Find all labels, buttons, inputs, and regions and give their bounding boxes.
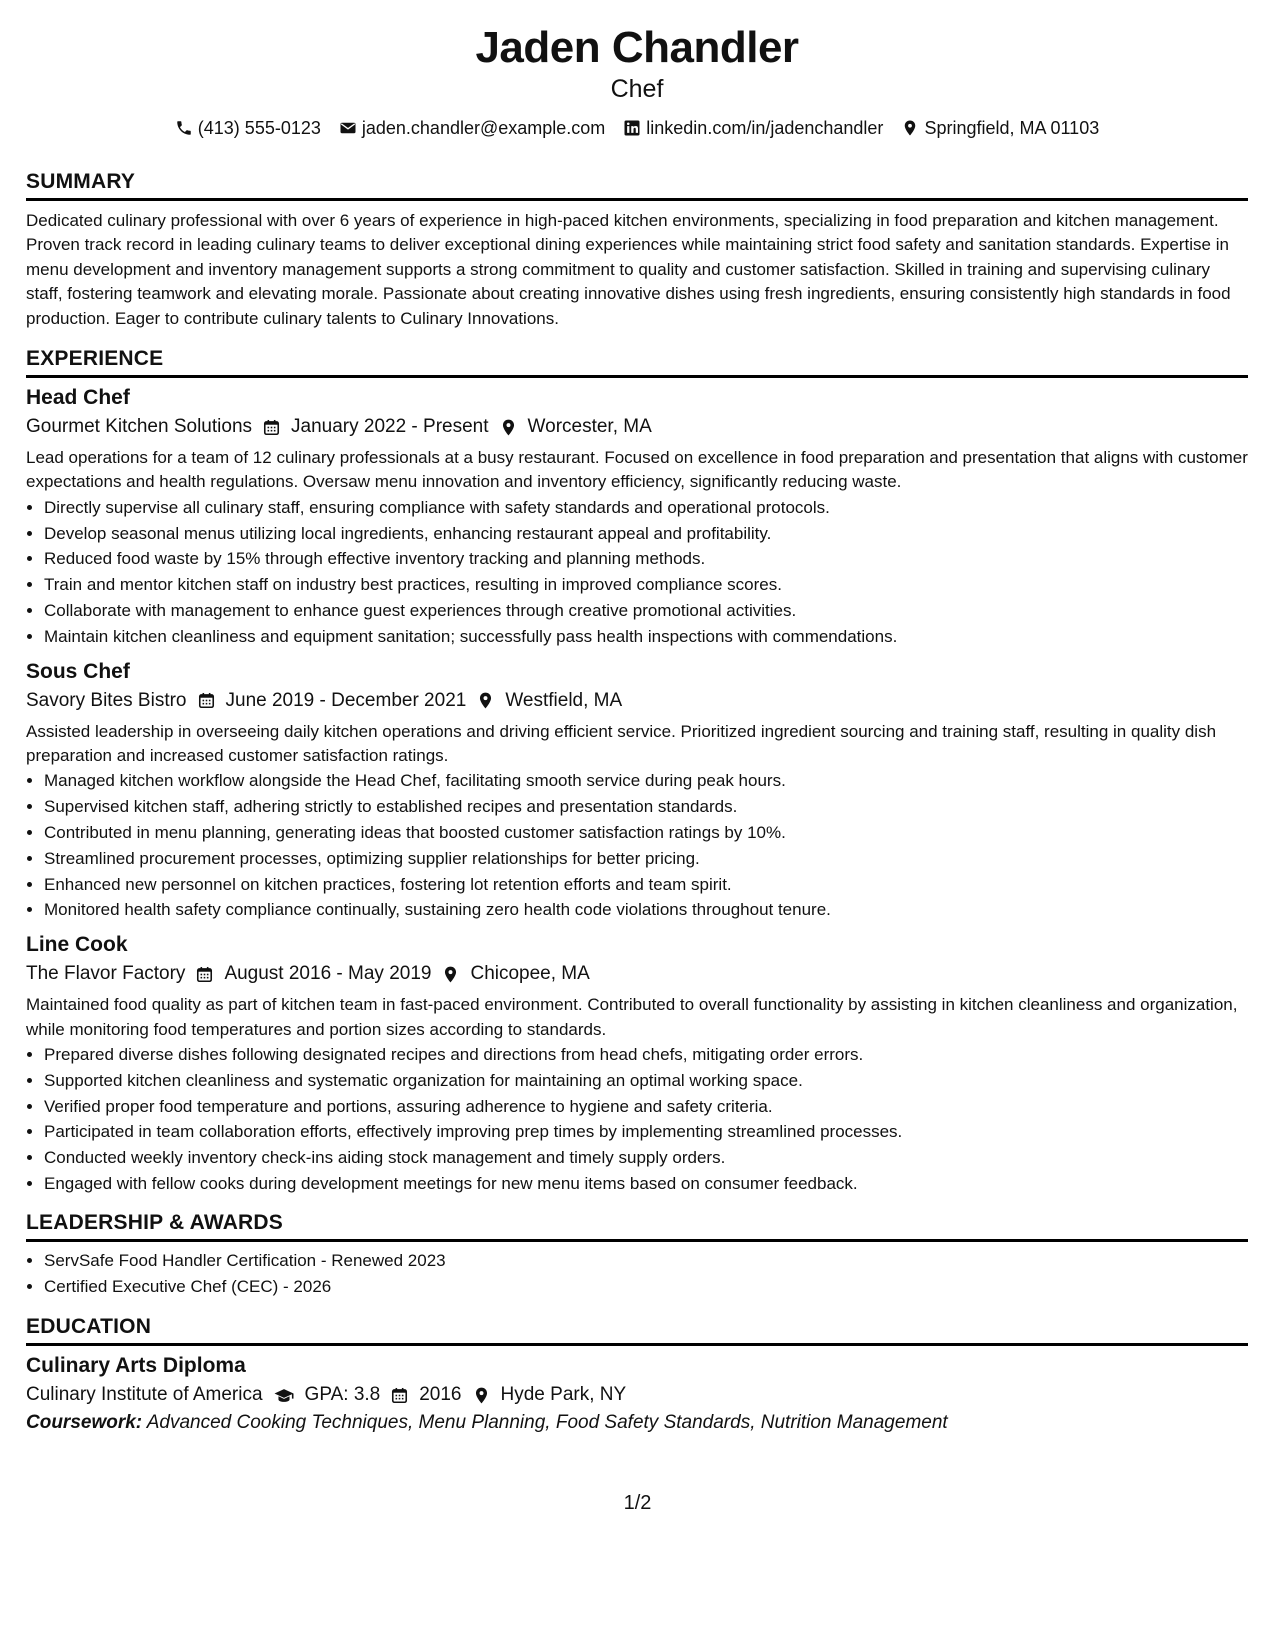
location-text: Springfield, MA 01103 <box>924 118 1100 138</box>
job-meta <box>26 414 1248 440</box>
list-item: • Collaborate with management to enhance guest experiences through creative promotional activities. <box>44 598 1248 624</box>
list-item: • Monitored health safety compliance continually, sustaining zero health code violations throughout tenure. <box>44 897 1248 923</box>
job-entry <box>26 658 1248 924</box>
job-meta <box>26 961 1248 987</box>
job-company: The Flavor Factory <box>26 963 186 985</box>
job-dates <box>195 961 431 987</box>
gpa-text: GPA: 3.8 <box>304 1384 381 1406</box>
list-item: • Engaged with fellow cooks during development meetings for new menu items based on consumer feedback. <box>44 1171 1248 1197</box>
list-item: • Prepared diverse dishes following designated recipes and directions from head chefs, mitigating order errors. <box>44 1042 1248 1068</box>
list-item: • Supported kitchen cleanliness and systematic organization for maintaining an optimal working space. <box>44 1068 1248 1094</box>
job-entry <box>26 931 1248 1197</box>
coursework-label: Coursework: <box>26 1412 143 1434</box>
job-company: Gourmet Kitchen Solutions <box>26 416 253 438</box>
leadership-list <box>26 1248 1248 1300</box>
job-company: Savory Bites Bistro <box>26 689 187 711</box>
list-item: • Contributed in menu planning, generating ideas that boosted customer satisfaction ratings by 10%. <box>44 820 1248 846</box>
resume-header <box>26 22 1248 140</box>
leadership-heading: LEADERSHIP & AWARDS <box>26 1209 1248 1242</box>
list-item: • Participated in team collaboration efforts, effectively improving prep times by implementing streamlined processes. <box>44 1119 1248 1145</box>
education-location <box>472 1382 627 1408</box>
calendar-icon <box>195 965 214 984</box>
contact-email[interactable] <box>339 116 605 140</box>
job-dates-text: August 2016 - May 2019 <box>224 963 432 985</box>
job-location <box>476 688 622 714</box>
job-location <box>441 961 589 987</box>
summary-heading: SUMMARY <box>26 168 1248 201</box>
linkedin-link[interactable]: linkedin.com/in/jadenchandler <box>646 118 884 138</box>
experience-section <box>26 345 1248 1197</box>
job-bullets <box>26 768 1248 923</box>
page-number: 1/2 <box>623 1492 652 1514</box>
list-item: • Supervised kitchen staff, adhering strictly to established recipes and presentation standards. <box>44 794 1248 820</box>
job-meta <box>26 688 1248 714</box>
calendar-icon <box>262 418 281 437</box>
calendar-icon <box>390 1386 409 1405</box>
job-title: Sous Chef <box>26 659 130 683</box>
list-item: • Enhanced new personnel on kitchen practices, fostering lot retention efforts and team spirit. <box>44 872 1248 898</box>
contact-linkedin[interactable] <box>623 116 883 140</box>
job-description: Assisted leadership in overseeing daily kitchen operations and driving efficient service. Prioritized ingredient sourcing and training staff, resulting in quality dish preparation and increased customer satisfaction ratings. <box>26 721 1217 766</box>
map-pin-icon <box>901 119 919 137</box>
coursework-line <box>26 1410 1248 1436</box>
calendar-icon <box>197 691 216 710</box>
contact-phone <box>175 116 321 140</box>
list-item: • Conducted weekly inventory check-ins aiding stock management and timely supply orders. <box>44 1145 1248 1171</box>
list-item: • Managed kitchen workflow alongside the Head Chef, facilitating smooth service during peak hours. <box>44 768 1248 794</box>
job-bullets <box>26 495 1248 650</box>
linkedin-icon <box>623 119 641 137</box>
job-location-text: Westfield, MA <box>505 689 623 711</box>
graduation-cap-icon <box>273 1386 295 1405</box>
education-section <box>26 1313 1248 1436</box>
job-title: Line Cook <box>26 933 128 957</box>
job-location-text: Worcester, MA <box>527 416 652 438</box>
list-item: • Train and mentor kitchen staff on industry best practices, resulting in improved compliance scores. <box>44 572 1248 598</box>
job-dates-text: June 2019 - December 2021 <box>225 689 467 711</box>
contact-location <box>901 116 1099 140</box>
job-description: Maintained food quality as part of kitchen team in fast-paced environment. Contributed to overall functionality by assisting in kitchen cleanliness and organization, while monitoring food temperatures and portion sizes according to standards. <box>26 995 1238 1039</box>
list-item: • Develop seasonal menus utilizing local ingredients, enhancing restaurant appeal and profitability. <box>44 521 1248 547</box>
map-pin-icon <box>472 1386 491 1405</box>
job-dates <box>262 414 489 440</box>
job-location-text: Chicopee, MA <box>470 963 590 985</box>
job-title: Head Chef <box>26 386 130 410</box>
map-pin-icon <box>476 691 495 710</box>
year-text: 2016 <box>419 1384 462 1406</box>
candidate-name: Jaden Chandler <box>475 23 799 72</box>
contact-bar <box>26 116 1248 140</box>
summary-section <box>26 168 1248 331</box>
summary-text: Dedicated culinary professional with over 6 years of experience in high-paced kitchen environments, specializing in food preparation and kitchen management. Proven track record in leading culinary teams to deliver exceptional dining experiences while maintaining strict food safety and sanitation standards. Expertise in menu development and inventory management supports a strong commitment to quality and customer satisfaction. Skilled in training and supervising culinary staff, fostering teamwork and elevating morale. Passionate about creating innovative dishes using fresh ingredients, ensuring consistently high standards in food production. Eager to contribute culinary talents to Culinary Innovations. <box>26 211 1231 328</box>
list-item: • ServSafe Food Handler Certification - Renewed 2023 <box>44 1248 1248 1274</box>
job-entry <box>26 384 1248 650</box>
list-item: • Verified proper food temperature and portions, assuring adherence to hygiene and safety criteria. <box>44 1094 1248 1120</box>
list-item: • Reduced food waste by 15% through effective inventory tracking and planning methods. <box>44 546 1248 572</box>
phone-icon <box>175 119 193 137</box>
list-item: • Certified Executive Chef (CEC) - 2026 <box>44 1274 1248 1300</box>
coursework-text: Advanced Cooking Techniques, Menu Planning, Food Safety Standards, Nutrition Management <box>146 1412 948 1434</box>
education-meta <box>26 1382 1248 1408</box>
leadership-section <box>26 1209 1248 1300</box>
education-location-text: Hyde Park, NY <box>500 1384 627 1406</box>
education-year <box>390 1382 461 1408</box>
map-pin-icon <box>441 965 460 984</box>
list-item: • Streamlined procurement processes, optimizing supplier relationships for better pricing. <box>44 846 1248 872</box>
envelope-icon <box>339 119 357 137</box>
list-item: • Directly supervise all culinary staff, ensuring compliance with safety standards and operational protocols. <box>44 495 1248 521</box>
school-name: Culinary Institute of America <box>26 1384 263 1406</box>
job-dates-text: January 2022 - Present <box>291 416 489 438</box>
email-link[interactable]: jaden.chandler@example.com <box>361 118 606 138</box>
candidate-role: Chef <box>610 75 664 103</box>
experience-heading: EXPERIENCE <box>26 345 1248 378</box>
phone-text: (413) 555-0123 <box>197 118 321 138</box>
list-item: • Maintain kitchen cleanliness and equipment sanitation; successfully pass health inspections with commendations. <box>44 624 1248 650</box>
map-pin-icon <box>499 418 518 437</box>
job-bullets <box>26 1042 1248 1197</box>
job-description: Lead operations for a team of 12 culinary professionals at a busy restaurant. Focused on excellence in food preparation and presentation that aligns with customer expectations and health regulations. Oversaw menu innovation and inventory efficiency, significantly reducing waste. <box>26 448 1248 492</box>
job-location <box>499 414 652 440</box>
education-gpa <box>273 1382 381 1408</box>
resume-page <box>26 0 1248 1436</box>
education-heading: EDUCATION <box>26 1313 1248 1346</box>
degree-title: Culinary Arts Diploma <box>26 1354 246 1378</box>
job-dates <box>197 688 467 714</box>
